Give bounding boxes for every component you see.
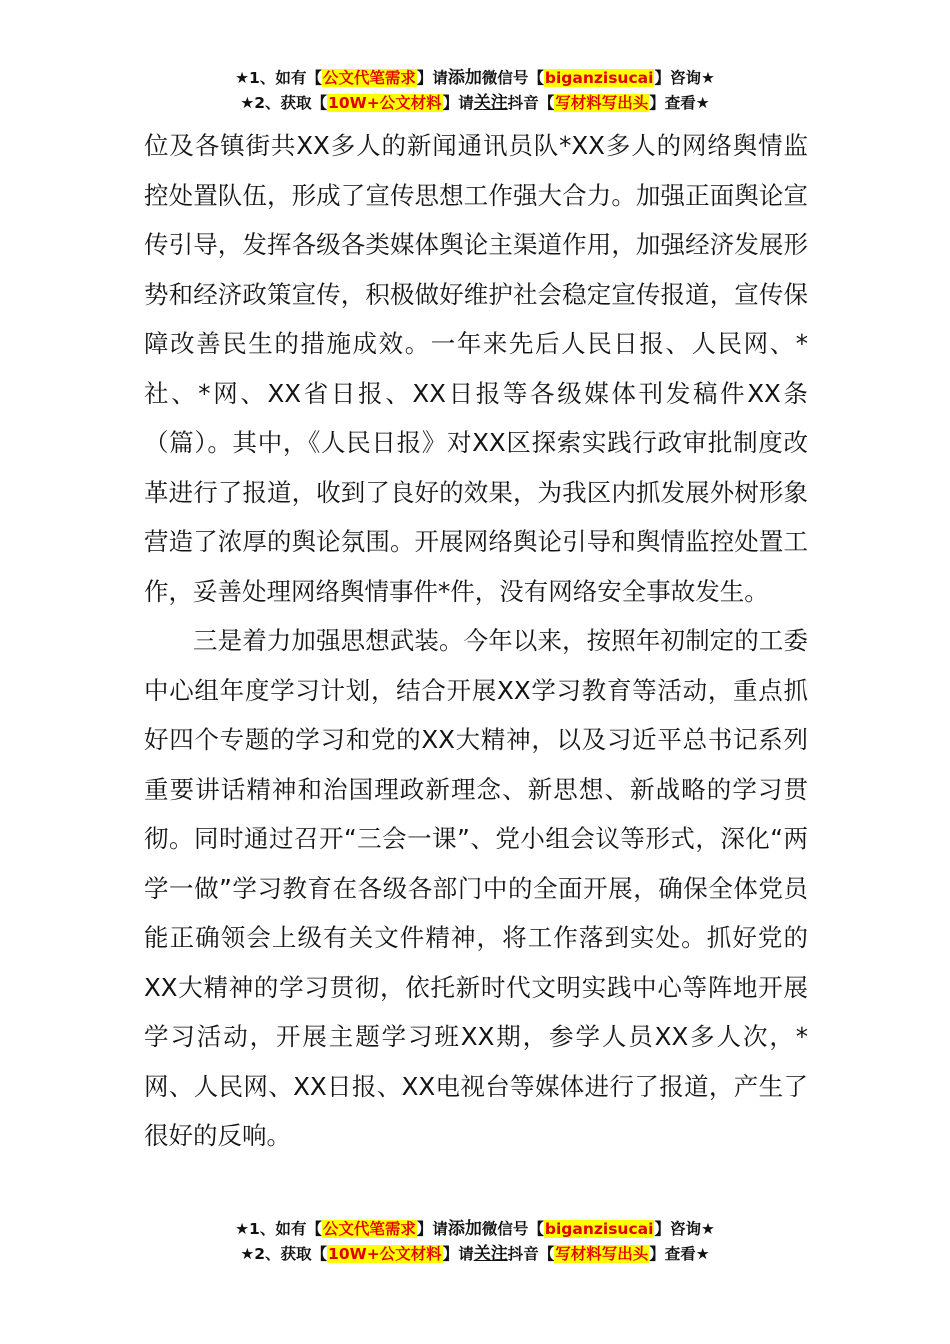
body-paragraph-1: 位及各镇街共XX多人的新闻通讯员队*XX多人的网络舆情监控处置队伍，形成了宣传思想工作强大合力。加强正面舆论宣传引导，发挥各级各类媒体舆论主渠道作用，加强经济发展形势和经济政策宣传，积极做好维护社会稳定宣传报道，宣传保障改善民生的措施成效。一年来先后人民日报、人民网、*社、*网、XX省日报、XX日报等各级媒体刊发稿件XX条（篇）。其中，《人民日报》对XX区探索实践行政审批制度改革进行了报道，收到了良好的效果，为我区内抓发展外树形象营造了浓厚的舆论氛围。开展网络舆论引导和舆情监控处置工作，妥善处理网络舆情事件*件，没有网络安全事故发生。 bbox=[144, 131, 808, 606]
header-line-1-suffix: 】咨询★ bbox=[654, 69, 715, 87]
footer-highlight-materials: 10W+公文材料 bbox=[328, 1245, 442, 1263]
header-line-2-prefix: ★2、获取【 bbox=[240, 94, 328, 112]
header-line-2 bbox=[0, 91, 950, 116]
header-line-2-text-2: 抖音【 bbox=[507, 94, 555, 112]
footer-banner bbox=[0, 1217, 950, 1267]
header-line-2-bold: 关注 bbox=[473, 93, 508, 113]
footer-line-1-suffix: 】咨询★ bbox=[654, 1220, 715, 1238]
header-line-2-text: 】请 bbox=[442, 94, 474, 112]
footer-highlight-service: 公文代笔需求 bbox=[322, 1220, 416, 1238]
footer-line-2-text-2: 抖音【 bbox=[507, 1245, 555, 1263]
header-highlight-douyin-account: 写材料写出头 bbox=[555, 94, 649, 112]
header-line-1-prefix: ★1、如有【 bbox=[235, 69, 322, 87]
header-line-1 bbox=[0, 66, 950, 91]
header-line-2-suffix: 】查看★ bbox=[649, 94, 710, 112]
header-highlight-materials: 10W+公文材料 bbox=[328, 94, 442, 112]
header-line-1-text: 】请 bbox=[416, 69, 448, 87]
footer-highlight-douyin-account: 写材料写出头 bbox=[555, 1245, 649, 1263]
footer-line-2-prefix: ★2、获取【 bbox=[240, 1245, 328, 1263]
footer-line-1-prefix: ★1、如有【 bbox=[235, 1220, 322, 1238]
header-banner bbox=[0, 66, 950, 116]
footer-line-2-text: 】请 bbox=[442, 1245, 474, 1263]
footer-line-2-bold: 关注 bbox=[473, 1244, 508, 1264]
header-line-1-bold: 添加 bbox=[447, 68, 482, 88]
header-highlight-service: 公文代笔需求 bbox=[322, 69, 416, 87]
body-paragraph-2: 三是着力加强思想武装。今年以来，按照年初制定的工委中心组年度学习计划，结合开展XX学习教育等活动，重点抓好四个专题的学习和党的XX大精神，以及习近平总书记系列重要讲话精神和治国理政新理念、新思想、新战略的学习贯彻。同时通过召开“三会一课”、党小组会议等形式，深化“两学一做”学习教育在各级各部门中的全面开展，确保全体党员能正确领会上级有关文件精神，将工作落到实处。抓好党的XX大精神的学习贯彻，依托新时代文明实践中心等阵地开展学习活动，开展主题学习班XX期，参学人员XX多人次，*网、人民网、XX日报、XX电视台等媒体进行了报道，产生了很好的反响。 bbox=[144, 626, 808, 1150]
header-highlight-wechat-id: biganzisucai bbox=[544, 69, 654, 87]
document-body bbox=[144, 121, 808, 1161]
header-line-1-text-2: 微信号【 bbox=[481, 69, 544, 87]
footer-line-1 bbox=[0, 1217, 950, 1242]
footer-line-2 bbox=[0, 1242, 950, 1267]
footer-line-1-bold: 添加 bbox=[447, 1219, 482, 1239]
footer-line-2-suffix: 】查看★ bbox=[649, 1245, 710, 1263]
footer-line-1-text-2: 微信号【 bbox=[481, 1220, 544, 1238]
footer-line-1-text: 】请 bbox=[416, 1220, 448, 1238]
footer-highlight-wechat-id: biganzisucai bbox=[544, 1220, 654, 1238]
